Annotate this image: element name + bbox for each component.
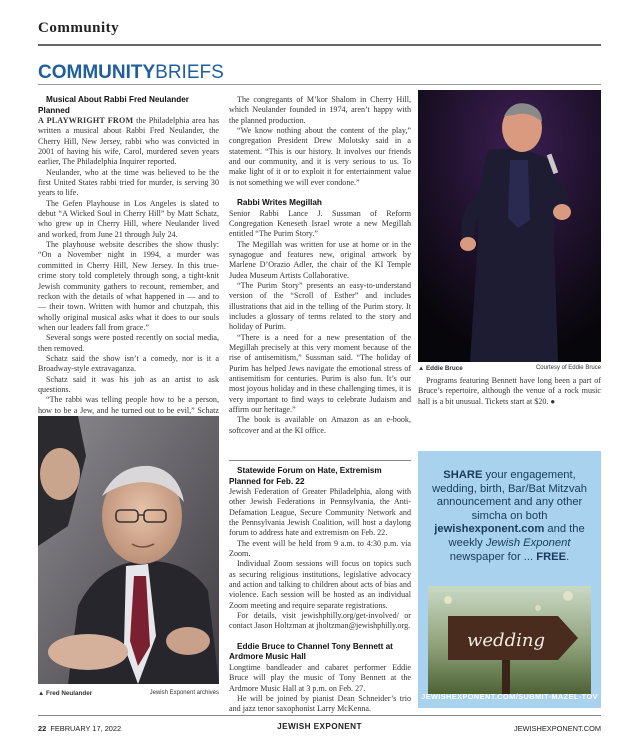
neulander-paragraph: Neulander, who at the time was believed to be the first United States rabbi tried for murder, is serving 30 years to life. (38, 167, 219, 198)
column-2-divider (229, 460, 411, 461)
briefs-title-bold: COMMUNITY (38, 62, 156, 83)
title-divider (38, 84, 601, 85)
neulander-paragraph: Schatz said it was his job as an artist to ask questions. (38, 374, 219, 394)
eddie-bruce-photo (418, 90, 601, 362)
briefs-title-light: BRIEFS (155, 62, 224, 83)
column-2-lower (229, 466, 411, 715)
neulander-lead: A PLAYWRIGHT FROM (38, 116, 134, 125)
briefs-title (38, 62, 224, 84)
column-2 (229, 95, 411, 436)
page-number: 22 (38, 724, 47, 733)
bruce-paragraph: Longtime bandleader and cabaret performer Eddie Bruce will play the music of Tony Bennett at the Ardmore Music Hall at 3 p.m. on Feb. 27. (229, 662, 411, 693)
bruce-caption: ▲ Eddie Bruce (418, 365, 463, 372)
ad-message: SHARE your engagement, wedding, birth, Bar/Bat Mitzvah announcement and any other simcha on both jewishexponent.com and the weekly Jewish Exponent newspaper for ... FREE. (432, 469, 587, 563)
megillah-paragraph: “The Purim Story” presents an easy-to-understand version of the “Scroll of Esther” and includes illustrations that aid in the telling of the Purim story. It includes a glossary of terms related to the story and holiday of Purim. (229, 281, 411, 332)
forum-paragraph: For details, visit jewishphilly.org/get-involved/ or contact Jason Holtzman at jholtzman@jewishphilly.org. (229, 611, 411, 631)
fred-neulander-illustration (38, 416, 219, 684)
neulander-paragraph: Schatz said the show isn’t a comedy, nor is it a Broadway-style extravaganza. (38, 353, 219, 374)
neulander-paragraph: Several songs were posted recently on social media, then removed. (38, 333, 219, 353)
footer-divider (38, 715, 601, 716)
ad-url[interactable]: JEWISHEXPONENT.COM/SUBMIT-MAZEL-TOV (421, 692, 598, 701)
neulander-paragraph: The Gefen Playhouse in Los Angeles is slated to debut “A Wicked Soul in Cherry Hill” by Matt Schatz, who grew up in Cherry Hill, where Neulander lived and worked, from June 21 through July 24. (38, 198, 219, 239)
wedding-sign-photo (428, 586, 591, 694)
megillah-paragraph: The book is available on Amazon as an e-book, softcover and at the KI office. (229, 415, 411, 435)
forum-paragraph: Individual Zoom sessions will focus on topics such as securing religious institutions, legislative advocacy and action and talking to children about acts of bias and violence. Each session will be hosted as an individual Zoom meeting and require separate registrations. (229, 559, 411, 610)
neulander-paragraph: “The rabbi was telling people how to be a person, how to be a Jew, and he turned out to be evil,” Schatz (38, 395, 219, 415)
mazel-tov-ad[interactable] (418, 451, 601, 708)
footer-website[interactable]: JEWISHEXPONENT.COM (513, 724, 601, 733)
megillah-paragraph: The Megillah was written for use at home or in the synagogue and features new, original artwork by Marlene D’Orazio Adler, the chair of the KI Temple Judea Museum Artists Collaborative. (229, 239, 411, 280)
neulander-paragraph: “We know nothing about the content of the play,” congregation President Drew Molotsky said in a statement. “This is our history. It involves our friends and our community, and it is very serious to us. To make light of it or to exploit it for entertainment value is not something we will ever condone.” (229, 126, 411, 187)
bruce-credit: Courtesy of Eddie Bruce (535, 365, 601, 371)
megillah-paragraph: “There is a need for a new presentation of the Megillah precisely at this very moment because of the rise of antisemitism,” Sussman said. “The holiday of Purim has helped Jews navigate the emotional stress of antisemitism for centuries. Purim is also fun. It’s our most joyous holiday and in these challenging times, it is very important to find ways to celebrate Judaism and affirm our heritage.” (229, 332, 411, 415)
megillah-headline: Rabbi Writes Megillah (237, 198, 322, 208)
column-3 (418, 376, 601, 407)
forum-paragraph: Jewish Federation of Greater Philadelphia, along with other Jewish Federations in Pennsylvania, the Anti-Defamation League, Secure Community Network and the Pennsylvania Jewish Coalition, will host a daylong forum to address hate and extremism on Feb. 22. (229, 487, 411, 538)
wedding-sign-illustration (428, 586, 591, 694)
fred-caption: ▲ Fred Neulander (38, 690, 93, 697)
footer-publication: JEWISH EXPONENT (277, 722, 362, 731)
neulander-headline: Musical About Rabbi Fred Neulander Planned (38, 95, 189, 115)
caption-triangle-icon: ▲ (418, 365, 425, 372)
column-1 (38, 95, 219, 426)
top-divider (38, 44, 601, 46)
caption-triangle-icon: ▲ (38, 690, 45, 697)
forum-paragraph: The event will be held from 9 a.m. to 4:30 p.m. via Zoom. (229, 538, 411, 559)
bruce-headline: Eddie Bruce to Channel Tony Bennett at Ardmore Music Hall (229, 641, 393, 662)
bruce-paragraph: Programs featuring Bennett have long been a part of Bruce’s repertoire, although the venue of a rock music hall is a bit unusual. Tickets start at $20. ● (418, 376, 601, 406)
forum-headline: Statewide Forum on Hate, Extremism Planned for Feb. 22 (229, 466, 382, 486)
wedding-sign-text: wedding (467, 630, 545, 651)
megillah-paragraph: Senior Rabbi Lance J. Sussman of Reform Congregation Keneseth Israel wrote a new Megillah entitled “The Purim Story.” (229, 208, 411, 239)
neulander-paragraph: The congregants of M’kor Shalom in Cherry Hill, which Neulander founded in 1974, aren’t happy with the planned production. (229, 95, 411, 125)
fred-neulander-photo (38, 416, 219, 684)
eddie-bruce-illustration (418, 90, 601, 362)
neulander-paragraph-1: A PLAYWRIGHT FROM the Philadelphia area has written a musical about Rabbi Fred Neulander, the Cherry Hill, New Jersey, rabbi who was convicted in 2001 of having his wife, Carol, murdered seven years earlier, The Philadelphia Inquirer reported. (38, 116, 219, 167)
fred-credit: Jewish Exponent archives (149, 690, 219, 696)
issue-date: FEBRUARY 17, 2022 (50, 724, 122, 733)
section-heading: Community (38, 20, 120, 36)
bruce-paragraph: He will be joined by pianist Dean Schneider’s trio and jazz tenor saxophonist Larry McKenna. (229, 693, 411, 714)
neulander-paragraph: The playhouse website describes the show thusly: “On a November night in 1994, a murder was committed in Cherry Hill, New Jersey. In this true-crime story told completely through song, a tight-knit Jewish community gathers to recount, remember, and reckon with the details of what happened in — and to — their town. Written with humor and chutzpah, this wholly original musical asks what it does to our souls when our leaders fall from grace.” (38, 240, 219, 332)
